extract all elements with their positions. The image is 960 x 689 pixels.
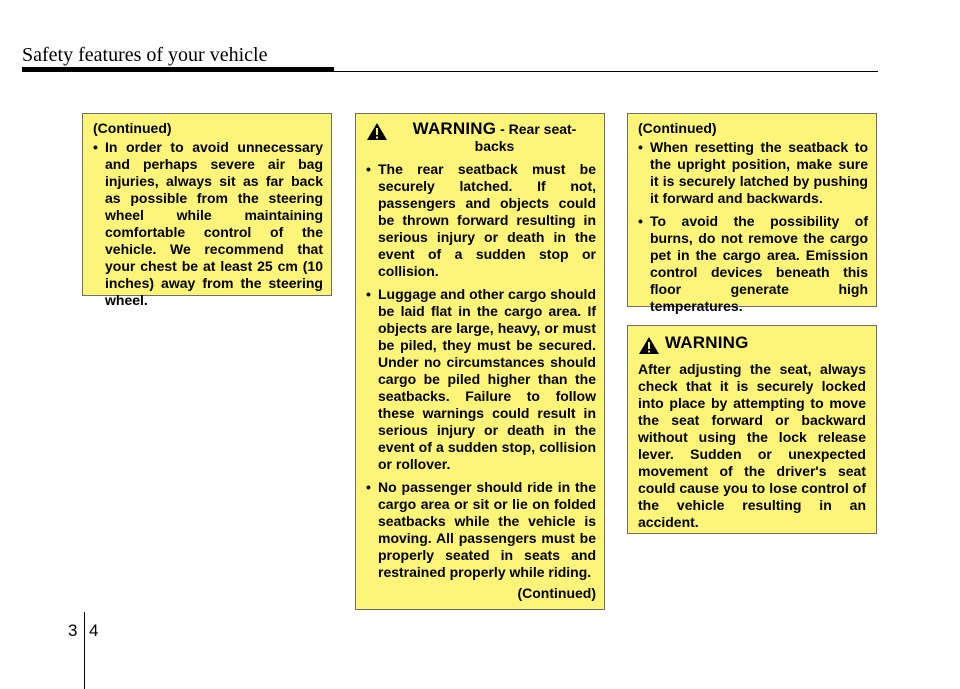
warning-header (366, 120, 596, 155)
warning-subtitle: - Rear seat-backs (474, 121, 577, 154)
list-item: • When resetting the seatback to the upright position, make sure it is securely latched by pushing it forward and backwards. (638, 139, 868, 207)
bullet-list (638, 139, 868, 315)
warning-word: WARNING (665, 333, 749, 352)
warning-triangle-icon (638, 336, 660, 355)
continued-note-box-seatback (627, 113, 877, 314)
bullet-list (93, 139, 323, 309)
continued-label: (Continued) (93, 120, 172, 136)
page-number: 4 (89, 621, 99, 640)
warning-box-rear-seatbacks (355, 113, 605, 610)
continued-label: (Continued) (517, 585, 596, 601)
bullet-list (366, 161, 596, 581)
chapter-number: 3 (68, 621, 78, 640)
continued-note-box-airbag (82, 113, 332, 308)
list-item: • No passenger should ride in the cargo area or sit or lie on folded seatbacks while the vehicle is moving. All passengers must be properly seated in seats and restrained properly while riding. (366, 479, 596, 581)
list-item: • The rear seatback must be securely latched. If not, passengers and objects could be thrown forward resulting in serious injury or death in the event of a sudden stop or collision. (366, 161, 596, 280)
warning-word: WARNING (412, 119, 497, 138)
list-item: • Luggage and other cargo should be laid flat in the cargo area. If objects are large, heavy, or must be piled, they must be secured. Under no circumstances should cargo be piled higher than the seatbacks. Failure to follow these warnings could result in serious injury or death in the event of a sudden stop, collision or rollover. (366, 286, 596, 473)
warning-title (393, 120, 596, 155)
header-rule-thin (22, 71, 878, 72)
continued-label: (Continued) (638, 120, 717, 136)
warning-triangle-icon (366, 122, 388, 141)
list-item: • In order to avoid unnecessary and perhaps severe air bag injuries, always sit as far back as possible from the steering wheel while maintaining comfortable control of the vehicle. We recommend that your chest be at least 25 cm (10 inches) away from the steering wheel. (93, 139, 323, 309)
warning-body-text: After adjusting the seat, always check that it is securely locked into place by attempting to move the seat forward or backward without using the lock release lever. Sudden or unexpected movement of the driver's seat could cause you to lose control of the vehicle resulting in an accident. (638, 361, 866, 530)
page-header-title: Safety features of your vehicle (22, 44, 268, 66)
warning-header (638, 334, 866, 355)
page-number-divider (84, 612, 85, 689)
warning-box-seat-adjust (627, 325, 877, 534)
list-item: • To avoid the possibility of burns, do not remove the cargo pet in the cargo area. Emission control devices beneath this floor generate high temperatures. (638, 213, 868, 315)
